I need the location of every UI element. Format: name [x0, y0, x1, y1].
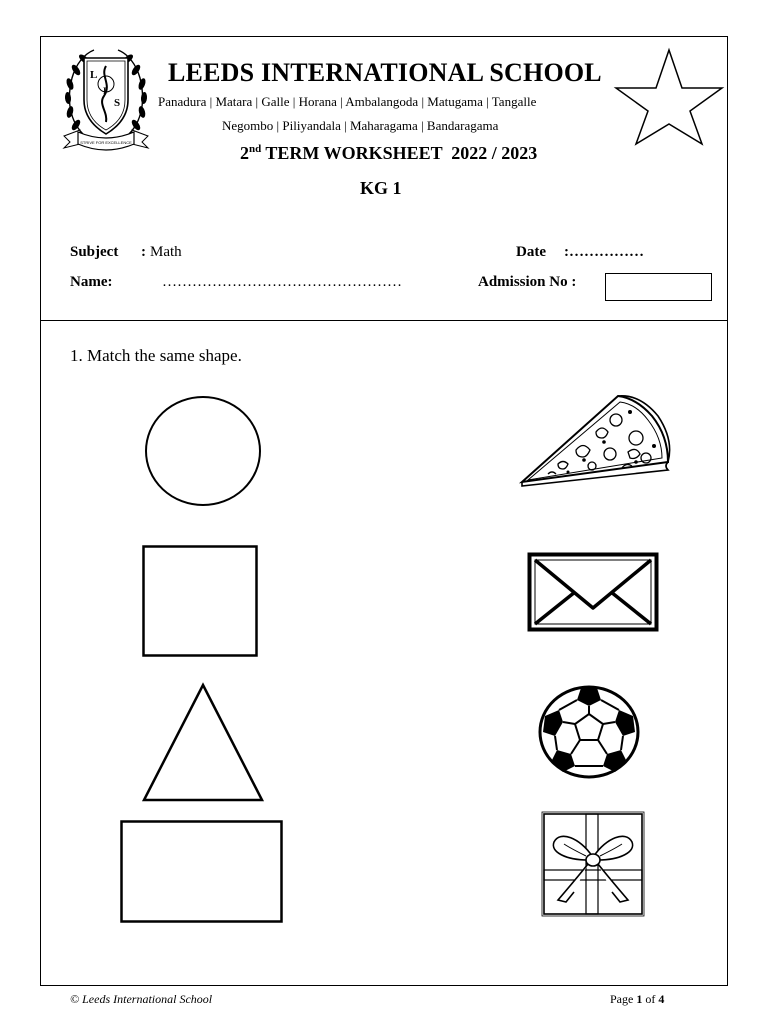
admission-number-label: Admission No : — [478, 274, 577, 290]
date-field[interactable]: :…………… — [564, 244, 644, 260]
soccer-ball-icon[interactable] — [537, 684, 641, 780]
term-title-rest: TERM WORKSHEET 2022 / 2023 — [261, 143, 538, 163]
star-icon — [612, 46, 726, 146]
svg-text:S: S — [114, 97, 121, 109]
date-label: Date — [516, 244, 546, 260]
triangle-shape[interactable] — [140, 682, 266, 804]
rectangle-shape[interactable] — [120, 820, 284, 924]
svg-text:L: L — [90, 69, 98, 81]
footer-copyright: © Leeds International School — [70, 992, 213, 1006]
name-label: Name: — [70, 274, 113, 290]
branches-line-1: Panadura | Matara | Galle | Horana | Ambalangoda | Matugama | Tangalle — [158, 94, 537, 109]
grade-label: KG 1 — [360, 178, 402, 198]
page-prefix: Page — [610, 992, 637, 1006]
question-text: 1. Match the same shape. — [70, 346, 242, 365]
circle-shape[interactable] — [144, 396, 262, 506]
subject-value: Math — [150, 244, 182, 260]
square-shape[interactable] — [142, 545, 258, 657]
header-divider — [40, 320, 728, 321]
school-crest-logo — [60, 44, 152, 156]
admission-number-box[interactable] — [605, 273, 712, 301]
gift-box-icon[interactable] — [540, 808, 646, 918]
envelope-icon[interactable] — [527, 552, 659, 632]
page-total: 4 — [658, 992, 665, 1006]
page-current: 1 — [636, 992, 643, 1006]
branches-line-2: Negombo | Piliyandala | Maharagama | Bandaragama — [222, 118, 499, 133]
school-name: LEEDS INTERNATIONAL SCHOOL — [168, 58, 602, 87]
name-field[interactable]: ………………………………………… — [162, 274, 402, 290]
term-ordinal: 2 — [240, 143, 249, 163]
page-of: of — [642, 992, 659, 1006]
pizza-slice-icon[interactable] — [518, 392, 672, 488]
worksheet-term-title — [240, 143, 537, 164]
svg-text:I: I — [103, 86, 107, 96]
subject-label: Subject — [70, 244, 119, 260]
term-ordinal-suffix: nd — [249, 143, 262, 155]
svg-text:STRIVE FOR EXCELLENCE: STRIVE FOR EXCELLENCE — [80, 140, 132, 145]
subject-colon: : — [141, 244, 146, 260]
page-number — [610, 992, 664, 1007]
